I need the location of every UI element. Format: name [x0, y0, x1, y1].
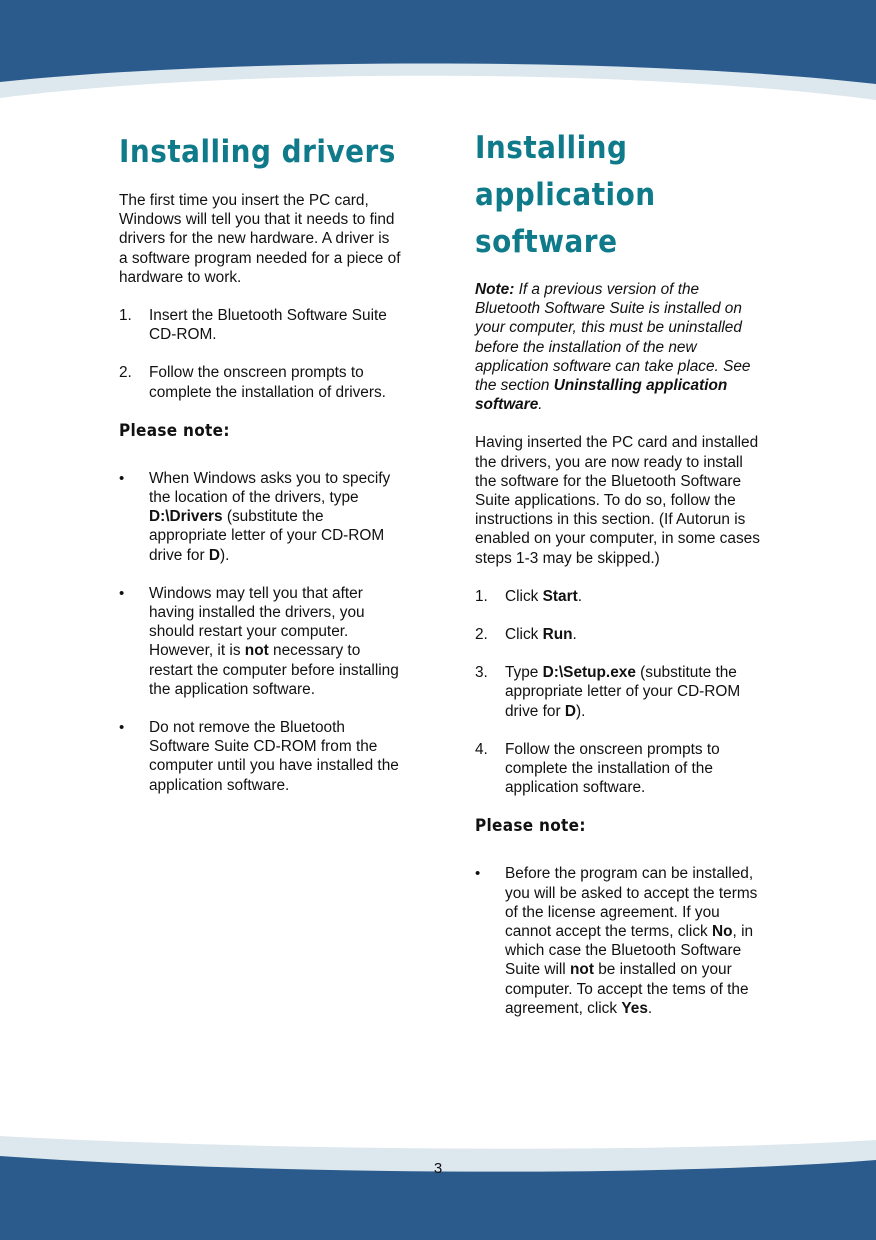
- drivers-notes-list: [119, 469, 401, 795]
- step-text: Type D:\Setup.exe (substitute the appropriate letter of your CD-ROM drive for D).: [505, 664, 741, 720]
- list-item: [119, 584, 401, 699]
- page-number: 3: [433, 1160, 443, 1177]
- top-banner: [0, 0, 876, 110]
- list-item: [475, 587, 765, 606]
- step-number: 1.: [475, 587, 488, 605]
- left-column: [119, 130, 401, 814]
- step-text: Click Start.: [505, 587, 582, 605]
- step-number: 2.: [475, 626, 488, 644]
- list-item: [475, 663, 765, 721]
- section-heading-installing-application-software: Installing application software: [475, 130, 656, 260]
- application-intro-paragraph: Having inserted the PC card and installed the drivers, you are now ready to install the software for the Bluetooth Software Suite applications. To do so, follow the instructions in this section. (If Autorun is enabled on your computer, in some cases steps 1-3 may be skipped.): [475, 434, 760, 567]
- bullet-icon: •: [119, 469, 125, 487]
- drivers-intro-paragraph: The first time you insert the PC card, Windows will tell you that it needs to find drivers for the new hardware. A driver is a software program needed for a piece of hardware to work.: [119, 192, 401, 286]
- list-item: [119, 306, 401, 344]
- list-item: [475, 864, 765, 1018]
- step-number: 2.: [119, 364, 132, 382]
- bullet-icon: •: [119, 719, 125, 737]
- step-text: Click Run.: [505, 626, 577, 644]
- bullet-icon: •: [119, 584, 125, 602]
- drivers-steps-list: [119, 306, 401, 402]
- step-number: 1.: [119, 307, 132, 325]
- application-notes-list: [475, 864, 765, 1018]
- note-text: Before the program can be installed, you will be asked to accept the terms of the license agreement. If you cannot accept the terms, click No, in which case the Bluetooth Software Suite will not be installed on your computer. To accept the tems of the agreement, click Yes.: [505, 865, 758, 1017]
- bottom-banner: [0, 1130, 876, 1240]
- please-note-heading: Please note:: [119, 420, 230, 441]
- list-item: [119, 718, 401, 795]
- list-item: [475, 625, 765, 644]
- application-steps-list: [475, 587, 765, 798]
- previous-version-note: Note: If a previous version of the Bluetooth Software Suite is installed on your computer, this must be uninstalled before the installation of the new application software can take place. See the section Uninstalling application software.: [475, 281, 751, 414]
- bullet-icon: •: [475, 865, 481, 883]
- step-number: 4.: [475, 740, 488, 758]
- note-text: Do not remove the Bluetooth Software Suite CD-ROM from the computer until you have installed the application software.: [149, 719, 399, 794]
- list-item: [475, 740, 765, 798]
- step-text: Follow the onscreen prompts to complete the installation of the application software.: [505, 740, 720, 797]
- please-note-heading: Please note:: [475, 816, 586, 837]
- list-item: [119, 469, 401, 565]
- note-text: When Windows asks you to specify the location of the drivers, type D:\Drivers (substitute the appropriate letter of your CD-ROM drive for D).: [149, 469, 391, 564]
- right-column: [475, 130, 765, 1037]
- step-text: Follow the onscreen prompts to complete the installation of drivers.: [149, 364, 386, 401]
- list-item: [119, 363, 401, 401]
- section-heading-installing-drivers: Installing drivers: [119, 134, 396, 170]
- step-text: Insert the Bluetooth Software Suite CD-ROM.: [149, 307, 387, 344]
- step-number: 3.: [475, 664, 488, 682]
- note-text: Windows may tell you that after having installed the drivers, you should restart your computer. However, it is not necessary to restart the computer before installing the application software.: [149, 584, 399, 698]
